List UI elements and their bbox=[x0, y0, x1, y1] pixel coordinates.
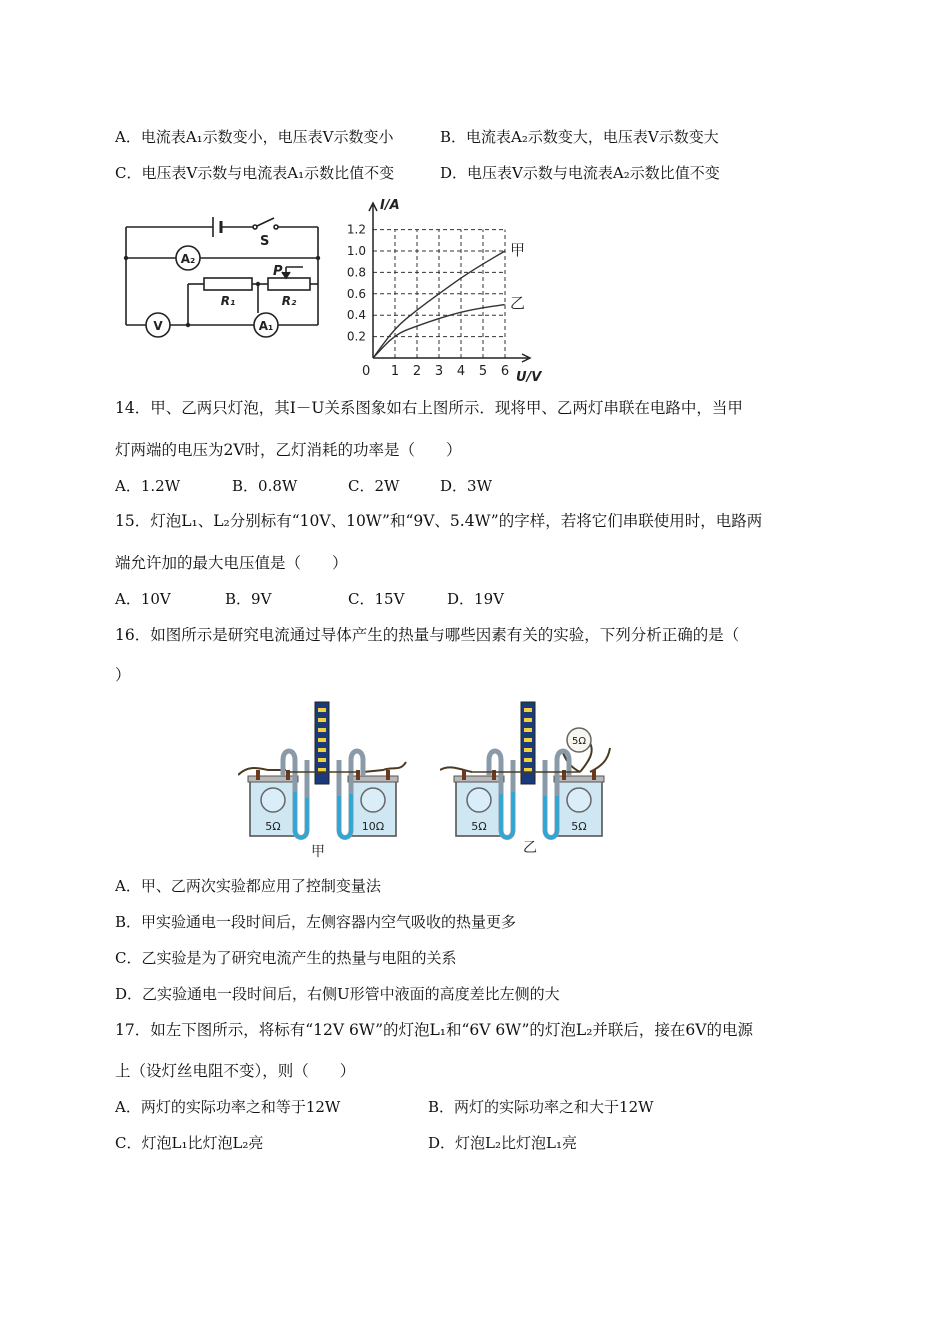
circuit-diagram bbox=[118, 205, 328, 345]
q15-option-c: C．15V bbox=[348, 590, 405, 608]
y-tick-label: 0.2 bbox=[346, 329, 366, 344]
q15-option-b: B．9V bbox=[225, 590, 272, 608]
ammeter-a1-symbol: A₁ bbox=[258, 319, 274, 333]
x-tick-label: 3 bbox=[434, 364, 444, 379]
q14-line2: 灯两端的电压为2V时，乙灯消耗的功率是（ ） bbox=[115, 441, 462, 459]
y-tick-label: 1.0 bbox=[346, 244, 366, 258]
x-tick-label: 6 bbox=[500, 364, 510, 379]
q15-option-d: D．19V bbox=[447, 590, 504, 608]
y-axis-label: I/A bbox=[380, 198, 400, 213]
voltmeter-symbol: V bbox=[153, 319, 163, 333]
yi-caption: 乙 bbox=[523, 840, 537, 856]
y-tick-label: 1.2 bbox=[346, 222, 366, 237]
x-tick-label: 4 bbox=[456, 364, 466, 379]
x-tick-label: 5 bbox=[478, 364, 488, 379]
q16-option-b: B．甲实验通电一段时间后，左侧容器内空气吸收的热量更多 bbox=[115, 913, 517, 931]
r1-label: R₁ bbox=[220, 294, 236, 308]
q17-line1: 17．如左下图所示，将标有“12V 6W”的灯泡L₁和“6V 6W”的灯泡L₂并联后，接在6V的电源 bbox=[115, 1021, 753, 1039]
x-tick-label: 1 bbox=[390, 364, 400, 379]
y-tick-label: 0.8 bbox=[346, 265, 366, 280]
slider-p-label: P bbox=[273, 264, 283, 279]
q14-line1: 14．甲、乙两只灯泡，其I－U关系图象如右上图所示．现将甲、乙两灯串联在电路中，当甲 bbox=[115, 399, 743, 417]
q15-option-a: A．10V bbox=[115, 590, 171, 608]
q16-line1: 16．如图所示是研究电流通过导体产生的热量与哪些因素有关的实验，下列分析正确的是（ bbox=[115, 626, 740, 644]
q17-option-a: A．两灯的实际功率之和等于12W bbox=[115, 1098, 341, 1116]
q17-line2: 上（设灯丝电阻不变），则（ ） bbox=[115, 1062, 356, 1080]
q15-line2: 端允许加的最大电压值是（ ） bbox=[115, 554, 348, 572]
q15-line1: 15．灯泡L₁、L₂分别标有“10V、10W”和“9V、5.4W”的字样，若将它们串联使用时，电路两 bbox=[115, 512, 763, 530]
iu-graph bbox=[340, 195, 550, 385]
x-tick-label: 2 bbox=[412, 364, 422, 379]
q17-option-d: D．灯泡L₂比灯泡L₁亮 bbox=[428, 1134, 577, 1152]
q13-option-d: D．电压表V示数与电流表A₂示数比值不变 bbox=[440, 164, 720, 182]
y-tick-label: 0.4 bbox=[346, 308, 366, 323]
yi-left-resistor-label: 5Ω bbox=[471, 820, 487, 833]
q16-option-c: C．乙实验是为了研究电流产生的热量与电阻的关系 bbox=[115, 949, 457, 967]
switch-label: S bbox=[260, 234, 270, 249]
y-tick-label: 0.6 bbox=[346, 286, 366, 301]
q13-option-b: B．电流表A₂示数变大，电压表V示数变大 bbox=[440, 128, 719, 146]
ammeter-a2-symbol: A₂ bbox=[180, 252, 196, 266]
q16-line2: ） bbox=[115, 666, 131, 684]
q17-option-b: B．两灯的实际功率之和大于12W bbox=[428, 1098, 654, 1116]
x-axis-label: U/V bbox=[516, 370, 542, 385]
jia-left-resistor-label: 5Ω bbox=[265, 820, 281, 833]
yi-right-resistor-label: 5Ω bbox=[571, 820, 587, 833]
q16-option-d: D．乙实验通电一段时间后，右侧U形管中液面的高度差比左侧的大 bbox=[115, 985, 560, 1003]
q14-option-a: A．1.2W bbox=[115, 477, 181, 495]
jia-right-resistor-label: 10Ω bbox=[361, 820, 385, 833]
experiment-figure-jia bbox=[238, 700, 408, 860]
experiment-figure-yi bbox=[440, 700, 620, 860]
curve-yi-label: 乙 bbox=[510, 294, 526, 312]
origin-label: 0 bbox=[362, 364, 371, 379]
jia-caption: 甲 bbox=[311, 844, 325, 860]
q17-option-c: C．灯泡L₁比灯泡L₂亮 bbox=[115, 1134, 264, 1152]
q14-option-c: C．2W bbox=[348, 477, 400, 495]
curve-jia-label: 甲 bbox=[510, 241, 526, 259]
r2-label: R₂ bbox=[281, 294, 297, 308]
q14-option-d: D．3W bbox=[440, 477, 492, 495]
q16-option-a: A．甲、乙两次实验都应用了控制变量法 bbox=[115, 877, 381, 895]
yi-extra-resistor-label: 5Ω bbox=[571, 736, 587, 747]
q13-option-a: A．电流表A₁示数变小，电压表V示数变小 bbox=[115, 128, 394, 146]
q14-option-b: B．0.8W bbox=[232, 477, 298, 495]
q13-option-c: C．电压表V示数与电流表A₁示数比值不变 bbox=[115, 164, 395, 182]
